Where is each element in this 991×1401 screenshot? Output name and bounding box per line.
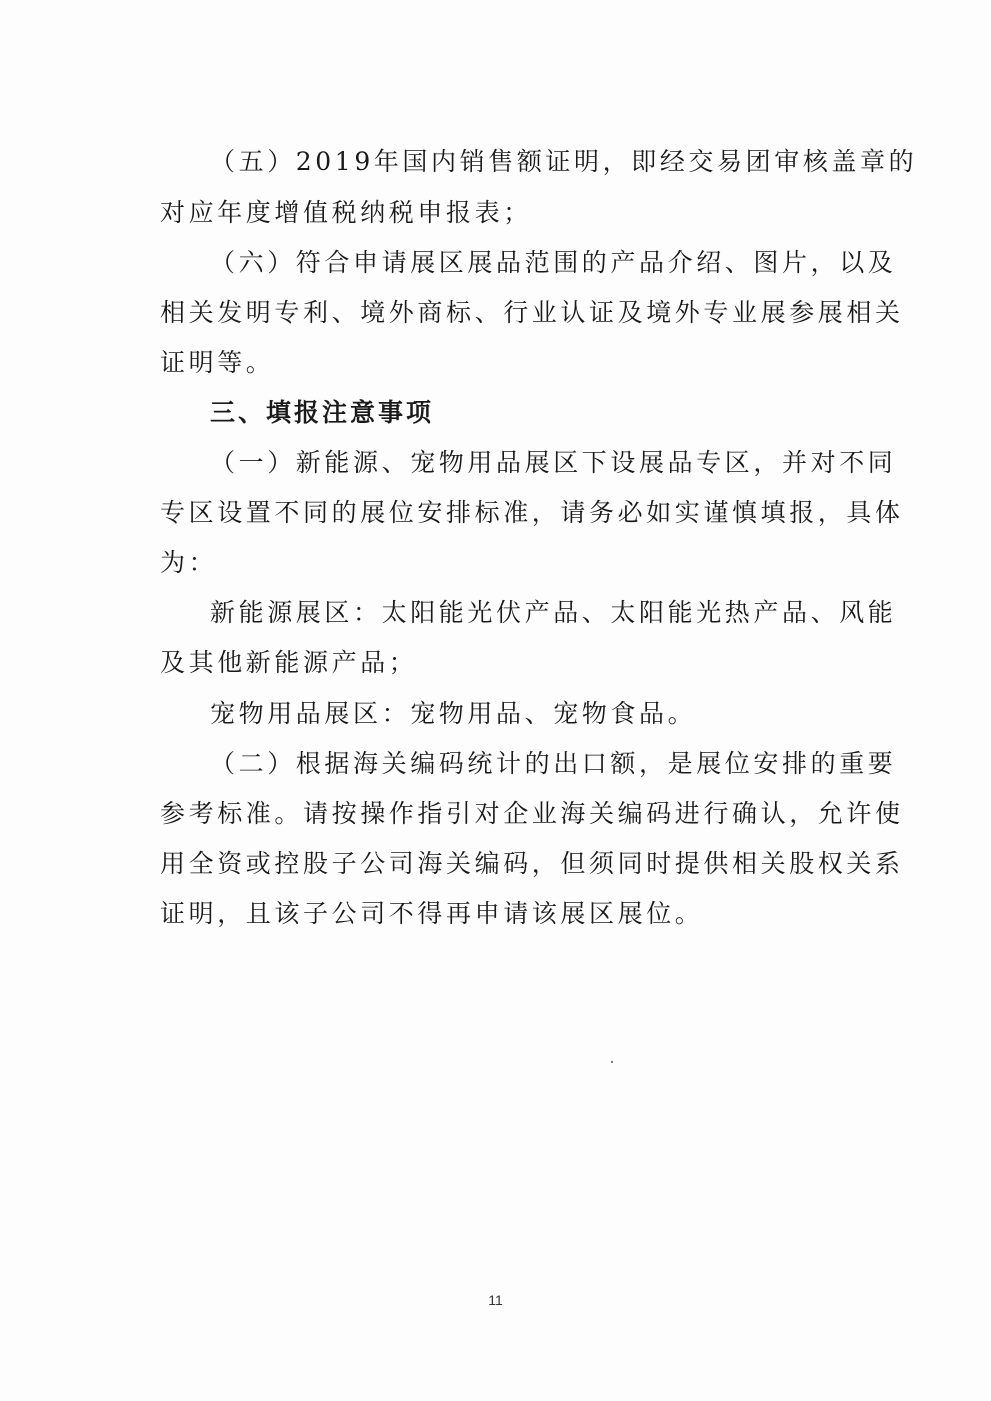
section-3-item-2-line-2: 参考标准。请按操作指引对企业海关编码进行确认，允许使: [160, 799, 904, 828]
section-3-item-2-line-4: 证明，且该子公司不得再申请该展区展位。: [160, 899, 704, 928]
pet-zone-line-1: 宠物用品展区：宠物用品、宠物食品。: [210, 699, 697, 728]
item-5-line-2: 对应年度增值税纳税申报表；: [160, 198, 532, 227]
section-3-item-1-line-2: 专区设置不同的展位安排标准，请务必如实谨慎填报，具体: [160, 498, 904, 527]
item-6-line-2: 相关发明专利、境外商标、行业认证及境外专业展参展相关: [160, 298, 904, 327]
section-3-heading: 三、填报注意事项: [210, 398, 435, 427]
section-3-item-2-line-1: （二）根据海关编码统计的出口额，是展位安排的重要: [210, 749, 897, 778]
item-5-line-1: （五）2019年国内销售额证明，即经交易团审核盖章的: [210, 147, 918, 176]
section-3-item-1-line-1: （一）新能源、宠物用品展区下设展品专区，并对不同: [210, 448, 897, 477]
new-energy-zone-line-1: 新能源展区：太阳能光伏产品、太阳能光热产品、风能: [210, 598, 897, 627]
section-3-item-2-line-3: 用全资或控股子公司海关编码，但须同时提供相关股权关系: [160, 849, 904, 878]
scan-speck: [611, 1061, 613, 1063]
section-3-item-1-line-3: 为：: [160, 548, 218, 577]
page-number: 11: [488, 1292, 503, 1308]
item-6-line-3: 证明等。: [160, 348, 275, 377]
new-energy-zone-line-2: 及其他新能源产品；: [160, 648, 418, 677]
item-6-line-1: （六）符合申请展区展品范围的产品介绍、图片，以及: [210, 248, 897, 277]
